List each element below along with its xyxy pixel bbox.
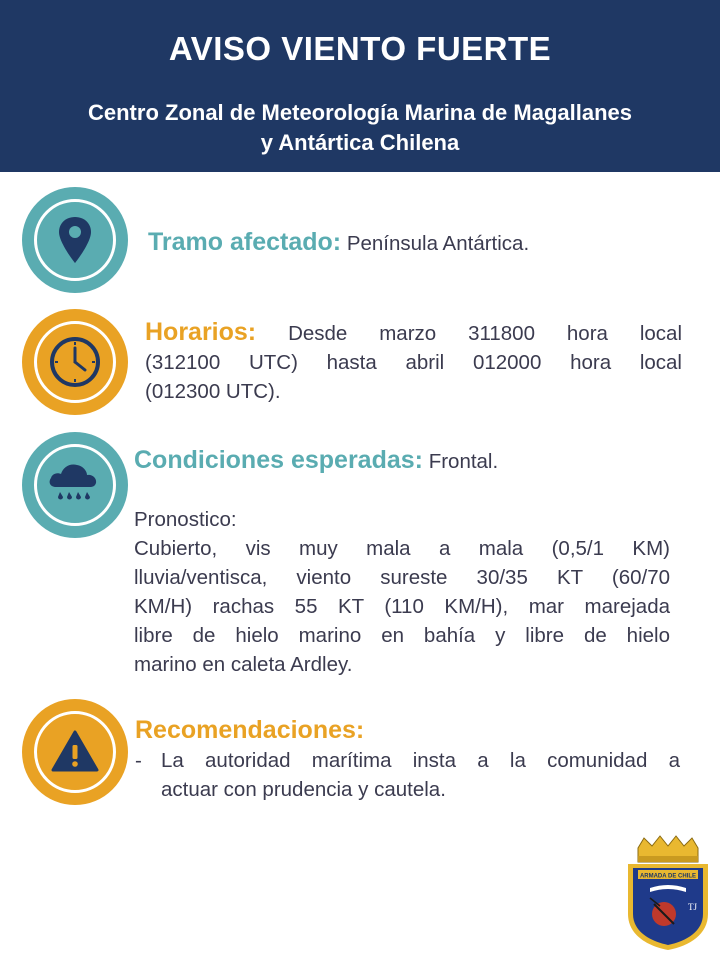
page-title: AVISO VIENTO FUERTE: [168, 30, 552, 67]
condiciones-label: Condiciones esperadas:: [134, 446, 423, 474]
horarios-label: Horarios:: [145, 318, 257, 346]
tramo-section: [148, 226, 688, 260]
tramo-label: Tramo afectado:: [148, 228, 342, 256]
recomendaciones-label: Recomendaciones:: [135, 716, 365, 744]
weather-badge: [22, 432, 128, 538]
page-subtitle: [0, 98, 720, 158]
rain-cloud-icon: [22, 432, 128, 538]
warning-icon: [22, 699, 128, 805]
crest-banner-text: ARMADA DE CHILE: [639, 873, 697, 880]
recomendacion-line-2: actuar con prudencia y cautela.: [161, 778, 446, 801]
header-banner: [0, 0, 720, 172]
condiciones-section: [134, 444, 670, 679]
pronostico-line-3: KM/H) rachas 55 KT (110 KM/H), mar marejada: [134, 595, 670, 618]
navy-crest-icon: [624, 834, 712, 952]
recomendaciones-section: [135, 714, 680, 804]
location-badge: [22, 187, 128, 293]
pronostico-line-2: lluvia/ventisca, viento sureste 30/35 KT (60/70: [134, 566, 670, 589]
subtitle-line-1: Centro Zonal de Meteorología Marina de Magallanes: [88, 100, 632, 125]
pronostico-line-4: libre de hielo marino en bahía y libre de hielo: [134, 624, 670, 647]
horarios-line-1: Desde marzo 311800 hora local: [288, 322, 682, 345]
bullet-dash: -: [135, 749, 142, 772]
svg-text:TJ: TJ: [688, 902, 697, 912]
clock-icon: [22, 309, 128, 415]
pronostico-label: Pronostico:: [134, 508, 237, 531]
warning-badge: [22, 699, 128, 805]
pronostico-line-1: Cubierto, vis muy mala a mala (0,5/1 KM): [134, 537, 670, 560]
condiciones-value: Frontal.: [428, 450, 499, 473]
recomendacion-line-1: La autoridad marítima insta a la comunidad a: [161, 749, 680, 772]
location-pin-icon: [22, 187, 128, 293]
pronostico-line-5: marino en caleta Ardley.: [134, 653, 353, 676]
horarios-line-2: (312100 UTC) hasta abril 012000 hora local: [145, 351, 682, 374]
clock-badge: [22, 309, 128, 415]
subtitle-line-2: y Antártica Chilena: [260, 130, 460, 155]
horarios-line-3: (012300 UTC).: [145, 380, 281, 403]
horarios-section: [145, 318, 682, 406]
tramo-value: Península Antártica.: [346, 232, 530, 255]
